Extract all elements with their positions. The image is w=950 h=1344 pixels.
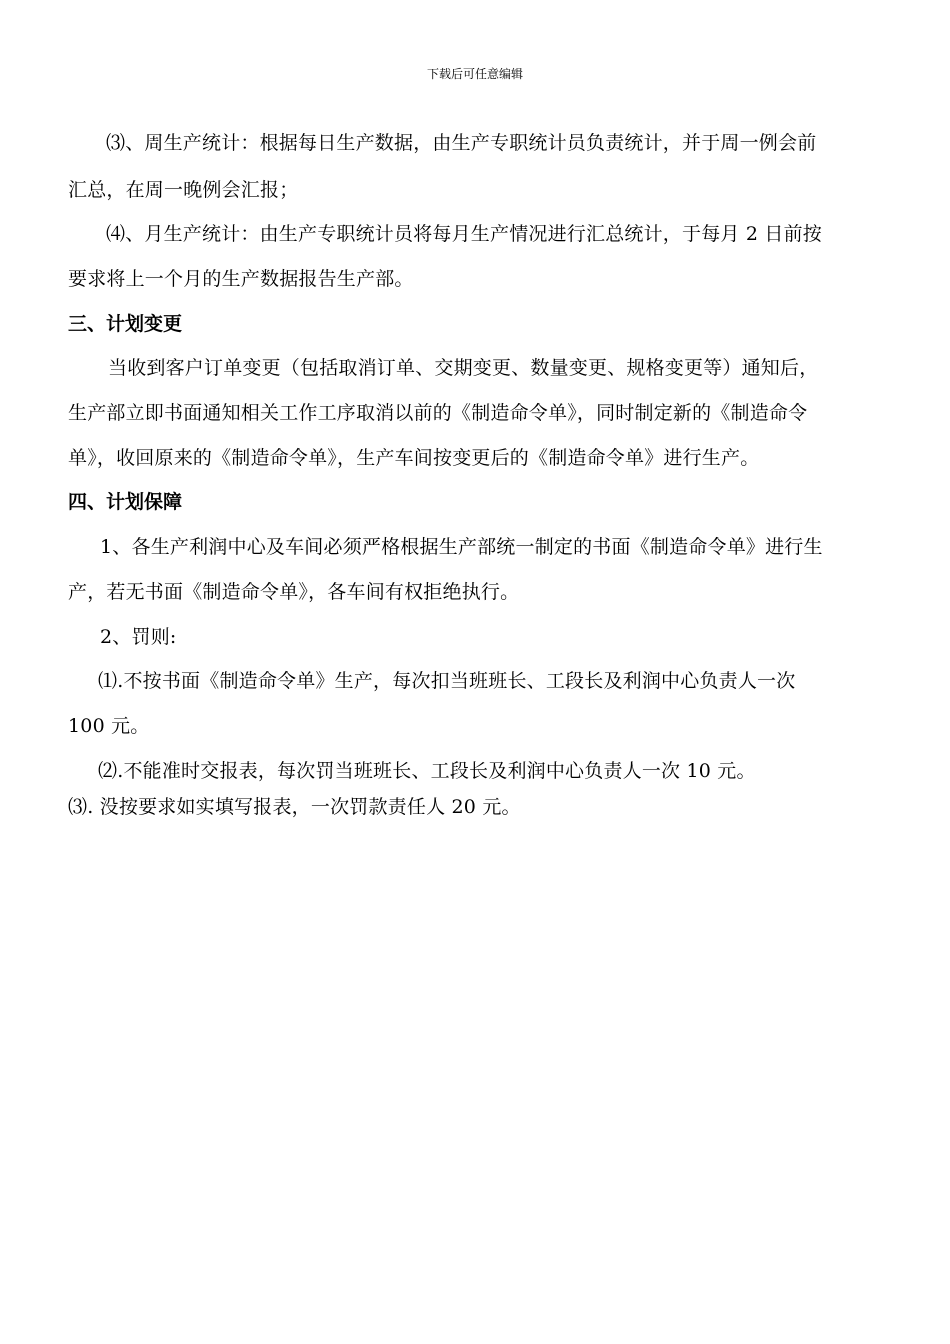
- weekly-stats-line-2: 汇总，在周一晚例会汇报；: [68, 179, 299, 201]
- guarantee-item-1-line-2: 产，若无书面《制造命令单》，各车间有权拒绝执行。: [68, 581, 520, 603]
- weekly-stats-line-1: ⑶、周生产统计：根据每日生产数据，由生产专职统计员负责统计，并于周一例会前: [106, 132, 817, 154]
- penalty-1-line-1: ⑴.不按书面《制造命令单》生产，每次扣当班班长、工段长及利润中心负责人一次: [98, 670, 796, 692]
- plan-change-line-2: 生产部立即书面通知相关工作工序取消以前的《制造命令单》，同时制定新的《制造命令: [68, 402, 808, 424]
- section-heading-plan-guarantee: 四、计划保障: [68, 491, 183, 513]
- page-header: 下载后可任意编辑: [426, 67, 523, 81]
- penalty-3: ⑶. 没按要求如实填写报表，一次罚款责任人 20 元。: [68, 796, 521, 818]
- penalty-2: ⑵.不能准时交报表，每次罚当班班长、工段长及利润中心负责人一次 10 元。: [98, 760, 756, 782]
- section-heading-plan-change: 三、计划变更: [68, 313, 183, 335]
- plan-change-line-1: 当收到客户订单变更（包括取消订单、交期变更、数量变更、规格变更等）通知后，: [108, 357, 819, 379]
- monthly-stats-line-2: 要求将上一个月的生产数据报告生产部。: [68, 268, 414, 290]
- plan-change-line-3: 单》，收回原来的《制造命令单》，生产车间按变更后的《制造命令单》进行生产。: [68, 447, 760, 469]
- guarantee-item-1-line-1: 1、各生产利润中心及车间必须严格根据生产部统一制定的书面《制造命令单》进行生: [100, 536, 823, 558]
- penalty-1-line-2: 100 元。: [68, 715, 150, 737]
- monthly-stats-line-1: ⑷、月生产统计：由生产专职统计员将每月生产情况进行汇总统计，于每月 2 日前按: [106, 223, 822, 245]
- guarantee-item-2: 2、罚则:: [100, 626, 177, 648]
